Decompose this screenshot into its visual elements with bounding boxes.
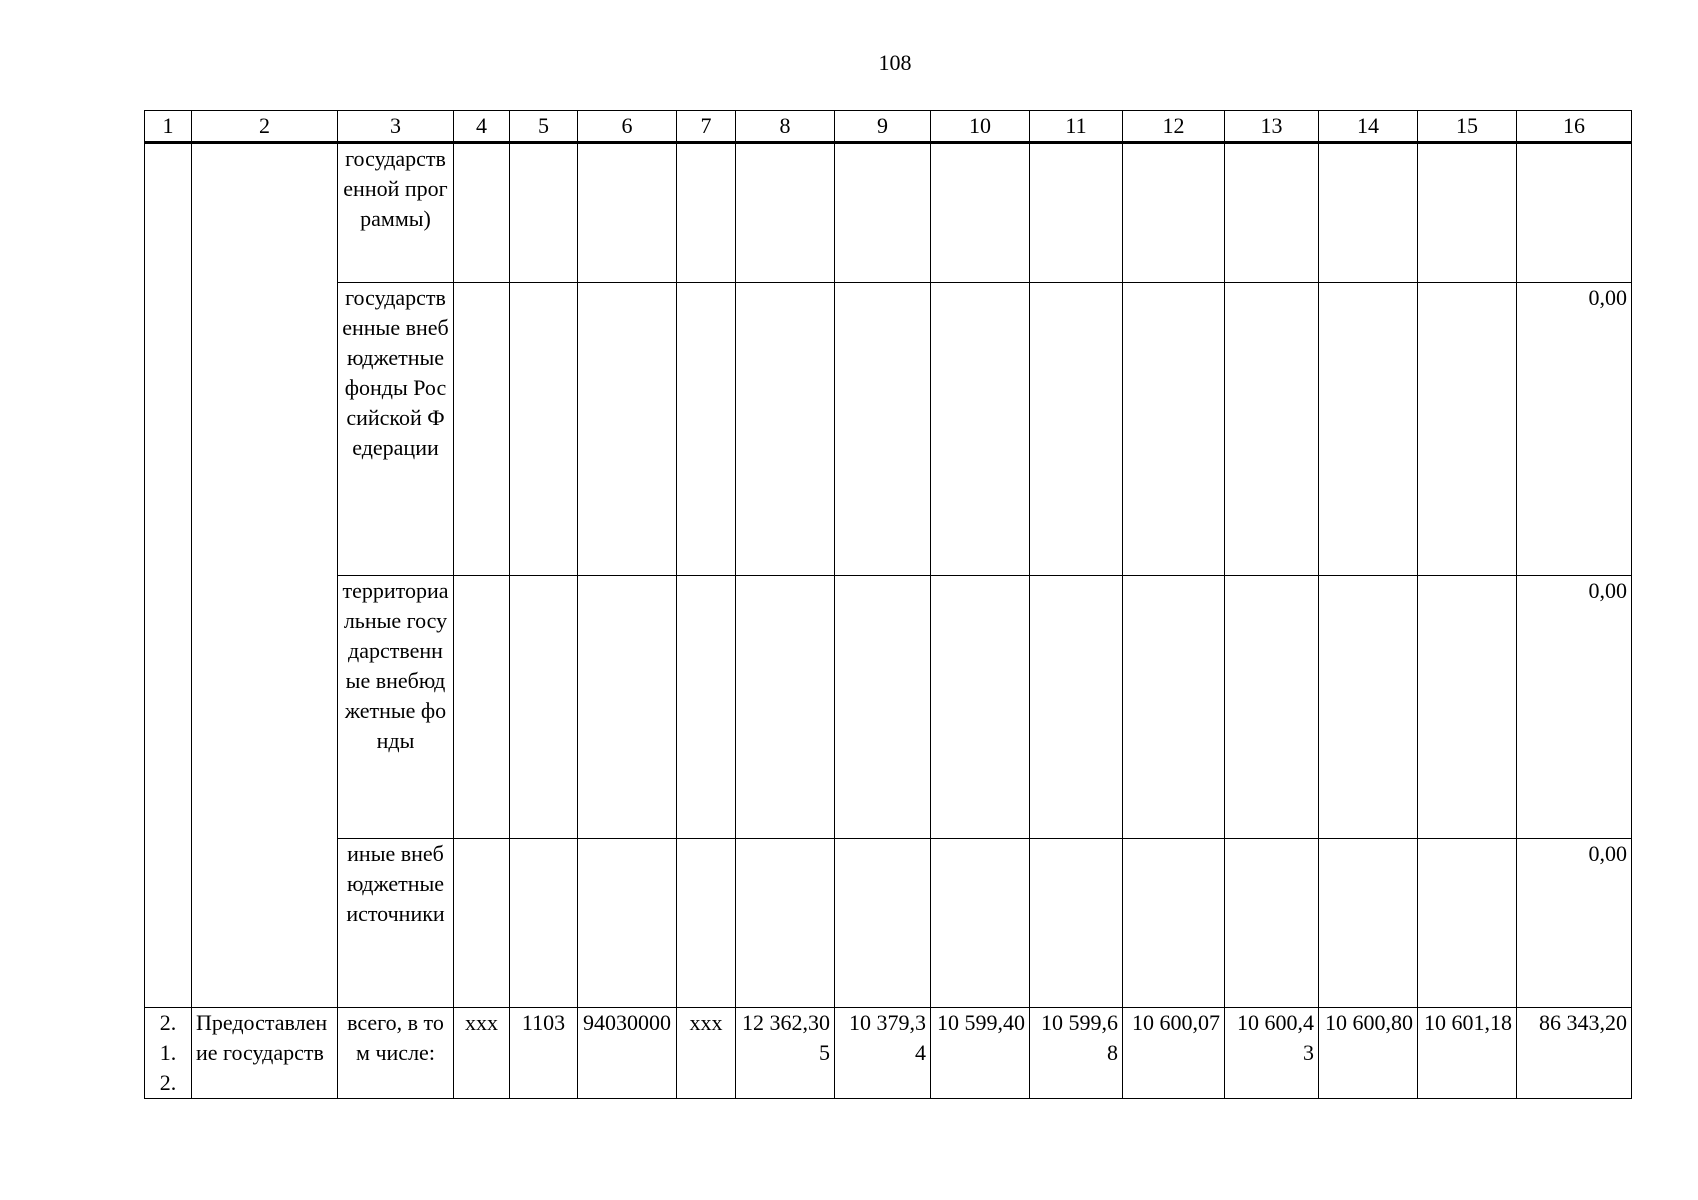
table-row: [145, 839, 1632, 1008]
empty-cell: [454, 143, 510, 283]
value-cell: 10 600,07: [1123, 1008, 1225, 1099]
total-cell: 0,00: [1517, 283, 1632, 576]
value-cell: 12 362,305: [736, 1008, 835, 1099]
empty-cell: [1030, 143, 1123, 283]
value-cell: 10 600,43: [1225, 1008, 1319, 1099]
code-cell: 1103: [510, 1008, 578, 1099]
empty-cell: [454, 576, 510, 839]
total-cell: [1517, 143, 1632, 283]
empty-cell: [835, 143, 931, 283]
empty-cell: [454, 283, 510, 576]
budget-table: [144, 110, 1632, 1099]
page-number: 108: [878, 50, 912, 75]
source-cell: всего, в том числе:: [338, 1008, 454, 1099]
empty-cell: [1225, 143, 1319, 283]
code-cell: ххх: [454, 1008, 510, 1099]
source-cell: территориальные государственные внебюджетные фонды: [338, 576, 454, 839]
empty-cell: [578, 839, 677, 1008]
item-name: Предоставление государств: [192, 1008, 338, 1099]
source-cell: государственной программы): [338, 143, 454, 283]
empty-cell: [1225, 283, 1319, 576]
empty-cell: [736, 143, 835, 283]
header-cell: 8: [736, 111, 835, 143]
header-cell: 11: [1030, 111, 1123, 143]
header-cell: 16: [1517, 111, 1632, 143]
empty-cell: [835, 576, 931, 839]
empty-cell: [1123, 143, 1225, 283]
header-row: [145, 111, 1632, 143]
empty-cell: [736, 576, 835, 839]
empty-cell: [578, 143, 677, 283]
empty-cell: [1030, 839, 1123, 1008]
empty-cell: [931, 839, 1030, 1008]
empty-cell: [1418, 143, 1517, 283]
empty-cell: [1319, 283, 1418, 576]
header-cell: 15: [1418, 111, 1517, 143]
empty-cell: [578, 576, 677, 839]
empty-cell: [1319, 143, 1418, 283]
header-cell: 2: [192, 111, 338, 143]
header-cell: 3: [338, 111, 454, 143]
header-cell: 13: [1225, 111, 1319, 143]
empty-cell: [510, 576, 578, 839]
value-cell: 10 600,80: [1319, 1008, 1418, 1099]
value-cell: 10 601,18: [1418, 1008, 1517, 1099]
empty-cell: [510, 839, 578, 1008]
item-number: 2. 1. 2.: [145, 1008, 192, 1099]
empty-cell: [1225, 839, 1319, 1008]
source-cell: государственные внебюджетные фонды Российской Федерации: [338, 283, 454, 576]
table-row: [145, 576, 1632, 839]
empty-cell: [835, 839, 931, 1008]
empty-cell: [931, 143, 1030, 283]
total-cell: 0,00: [1517, 839, 1632, 1008]
empty-cell: [677, 576, 736, 839]
empty-cell: [931, 576, 1030, 839]
empty-cell: [510, 143, 578, 283]
empty-cell: [736, 283, 835, 576]
header-cell: 5: [510, 111, 578, 143]
header-cell: 9: [835, 111, 931, 143]
empty-cell: [454, 839, 510, 1008]
empty-cell: [1319, 839, 1418, 1008]
value-cell: 10 599,40: [931, 1008, 1030, 1099]
empty-cell: [835, 283, 931, 576]
empty-cell: [1418, 839, 1517, 1008]
code-cell: 94030000: [578, 1008, 677, 1099]
empty-cell: [1123, 839, 1225, 1008]
empty-cell: [1418, 576, 1517, 839]
header-cell: 12: [1123, 111, 1225, 143]
empty-cell: [677, 283, 736, 576]
empty-cell: [677, 839, 736, 1008]
code-cell: ххх: [677, 1008, 736, 1099]
table-cell: [145, 143, 192, 1008]
empty-cell: [1123, 283, 1225, 576]
header-cell: 7: [677, 111, 736, 143]
empty-cell: [1030, 283, 1123, 576]
value-cell: 10 379,34: [835, 1008, 931, 1099]
header-cell: 10: [931, 111, 1030, 143]
empty-cell: [510, 283, 578, 576]
total-cell: 86 343,20: [1517, 1008, 1632, 1099]
table-row: [145, 283, 1632, 576]
empty-cell: [1123, 576, 1225, 839]
empty-cell: [677, 143, 736, 283]
header-cell: 4: [454, 111, 510, 143]
value-cell: 10 599,68: [1030, 1008, 1123, 1099]
table-row: [145, 143, 1632, 283]
empty-cell: [1418, 283, 1517, 576]
table-row: [145, 1008, 1632, 1099]
empty-cell: [1225, 576, 1319, 839]
header-cell: 1: [145, 111, 192, 143]
empty-cell: [1319, 576, 1418, 839]
empty-cell: [578, 283, 677, 576]
header-cell: 6: [578, 111, 677, 143]
header-cell: 14: [1319, 111, 1418, 143]
empty-cell: [736, 839, 835, 1008]
empty-cell: [931, 283, 1030, 576]
empty-cell: [1030, 576, 1123, 839]
source-cell: иные внебюджетные источники: [338, 839, 454, 1008]
total-cell: 0,00: [1517, 576, 1632, 839]
table-cell: [192, 143, 338, 1008]
